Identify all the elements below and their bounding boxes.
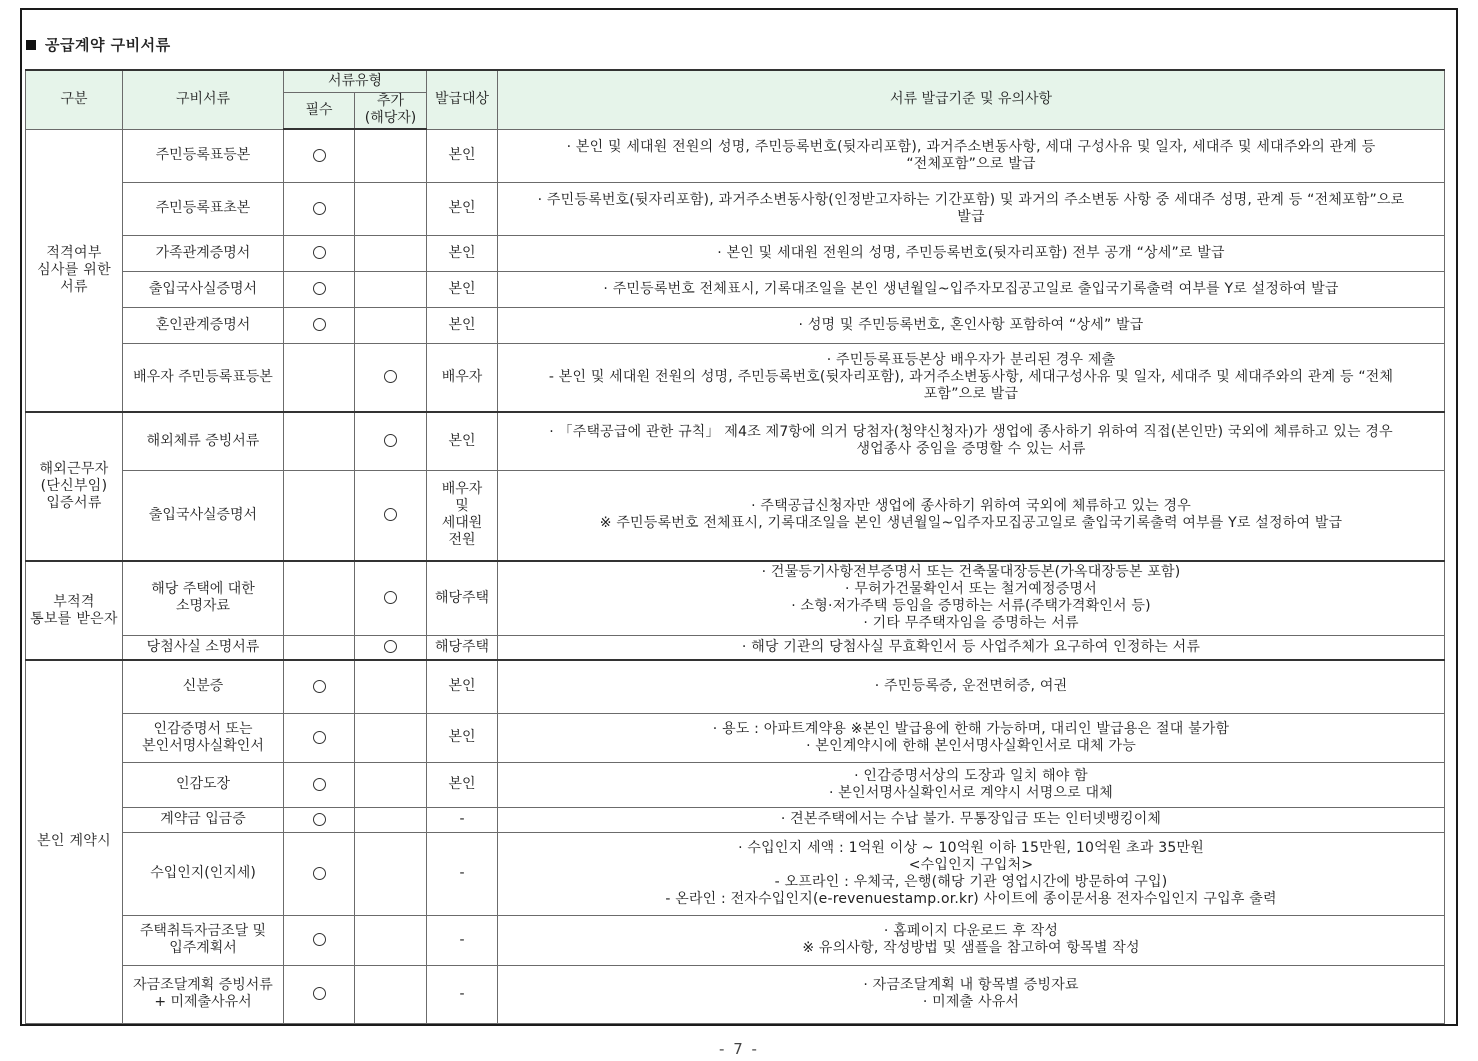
header-required: 필수 (284, 92, 355, 129)
header-criteria: 서류 발급기준 및 유의사항 (498, 70, 1445, 129)
criteria-line: · 미제출 사유서 (922, 994, 1020, 1010)
criteria-line: · 인감증명서상의 도장과 일치 해야 함 (854, 767, 1088, 784)
document-name-cell: 자금조달계획 증빙서류 + 미제출사유서 (123, 965, 284, 1023)
criteria-line: 생업종사 중임을 증명할 수 있는 서류 (856, 441, 1086, 458)
required-circle-icon (313, 282, 326, 295)
issue-target-cell: 본인 (427, 271, 498, 307)
document-name-cell: 계약금 입금증 (123, 807, 284, 832)
criteria-line: ※ 주민등록번호 전체표시, 기록대조일을 본인 생년월일~입주자모집공고일로 출입국기록출력 여부를 Y로 설정하여 발급 (599, 515, 1343, 532)
table-row (26, 470, 1445, 561)
document-name-cell: 수입인지(인지세) (123, 832, 284, 915)
criteria-cell (498, 129, 1445, 182)
criteria-line: · 본인 및 세대원 전원의 성명, 주민등록번호(뒷자리포함) 전부 공개 “상세”로 발급 (717, 244, 1225, 261)
criteria-line: - 온라인 : 전자수입인지(e-revenuestamp.or.kr) 사이트에 종이문서용 전자수입인지 구입후 출력 (665, 890, 1277, 907)
criteria-line: · 견본주택에서는 수납 불가. 무통장입금 또는 인터넷뱅킹이체 (780, 811, 1162, 827)
criteria-line: · 홈페이지 다운로드 후 작성 (883, 923, 1059, 939)
criteria-cell (498, 965, 1445, 1023)
issue-target-cell: 본인 (427, 235, 498, 271)
criteria-cell (498, 915, 1445, 965)
issue-target-cell: 본인 (427, 129, 498, 182)
criteria-cell (498, 807, 1445, 832)
required-circle-icon (313, 731, 326, 744)
table-row (26, 182, 1445, 235)
table-row (26, 635, 1445, 660)
issue-target-cell: 본인 (427, 307, 498, 343)
additional-circle-icon (384, 640, 397, 653)
required-circle-icon (313, 202, 326, 215)
criteria-line: · 용도 : 아파트계약용 ※본인 발급용에 한해 가능하며, 대리인 발급용은 절대 불가함 (712, 720, 1230, 737)
document-name-cell: 가족관계증명서 (123, 235, 284, 271)
additional-cell (355, 271, 427, 307)
additional-cell (355, 470, 427, 561)
issue-target-cell: 배우자 및 세대원 전원 (427, 470, 498, 561)
header-issue-target: 발급대상 (427, 70, 498, 129)
criteria-line: · 수입인지 세액 : 1억원 이상 ~ 10억원 이하 15만원, 10억원 초과 35만원 (738, 839, 1204, 856)
required-cell (284, 271, 355, 307)
category-cell: 적격여부 심사를 위한 서류 (26, 129, 123, 412)
document-name-cell: 배우자 주민등록표등본 (123, 343, 284, 412)
criteria-line: · 「주택공급에 관한 규칙」 제4조 제7항에 의거 당첨자(청약신청자)가 생업에 종사하기 위하여 직접(본인만) 국외에 체류하고 있는 경우 (549, 424, 1393, 441)
section-title-text: 공급계약 구비서류 (45, 36, 171, 54)
additional-cell (355, 915, 427, 965)
issue-target-cell: - (427, 965, 498, 1023)
required-circle-icon (313, 149, 326, 162)
required-circle-icon (313, 867, 326, 880)
additional-cell (355, 965, 427, 1023)
required-cell (284, 762, 355, 807)
criteria-line: · 기타 무주택자임을 증명하는 서류 (863, 615, 1079, 632)
criteria-cell (498, 635, 1445, 660)
table-row (26, 307, 1445, 343)
table-row (26, 915, 1445, 965)
required-cell (284, 412, 355, 470)
document-name-cell: 주민등록표등본 (123, 129, 284, 182)
additional-cell (355, 660, 427, 713)
additional-circle-icon (384, 508, 397, 521)
table-row (26, 713, 1445, 762)
required-cell (284, 713, 355, 762)
issue-target-cell: 본인 (427, 660, 498, 713)
additional-cell (355, 832, 427, 915)
table-header (26, 70, 1445, 129)
table-row (26, 807, 1445, 832)
section-title (26, 34, 171, 55)
required-cell (284, 182, 355, 235)
criteria-cell (498, 271, 1445, 307)
header-category: 구분 (26, 70, 123, 129)
required-cell (284, 307, 355, 343)
document-name-cell: 해당 주택에 대한 소명자료 (123, 561, 284, 635)
criteria-line: · 무허가건물확인서 또는 철거예정증명서 (845, 581, 1097, 598)
additional-circle-icon (384, 370, 397, 383)
additional-cell (355, 307, 427, 343)
document-name-cell: 인감증명서 또는 본인서명사실확인서 (123, 713, 284, 762)
table-row (26, 832, 1445, 915)
additional-cell (355, 343, 427, 412)
criteria-line: · 주택공급신청자만 생업에 종사하기 위하여 국외에 체류하고 있는 경우 (751, 498, 1191, 515)
required-cell (284, 561, 355, 635)
required-cell (284, 470, 355, 561)
criteria-cell (498, 307, 1445, 343)
criteria-cell (498, 832, 1445, 915)
table-row (26, 235, 1445, 271)
additional-circle-icon (384, 434, 397, 447)
table-row (26, 343, 1445, 412)
criteria-line: 포함”으로 발급 (923, 385, 1019, 402)
required-cell (284, 235, 355, 271)
additional-cell (355, 412, 427, 470)
criteria-cell (498, 713, 1445, 762)
document-name-cell: 혼인관계증명서 (123, 307, 284, 343)
table-body (26, 129, 1445, 1023)
required-circle-icon (313, 246, 326, 259)
document-name-cell: 신분증 (123, 660, 284, 713)
required-cell (284, 807, 355, 832)
additional-cell (355, 182, 427, 235)
criteria-cell (498, 343, 1445, 412)
additional-circle-icon (384, 591, 397, 604)
document-name-cell: 당첨사실 소명서류 (123, 635, 284, 660)
criteria-cell (498, 762, 1445, 807)
criteria-line: · 소형·저가주택 등임을 증명하는 서류(주택가격확인서 등) (791, 598, 1151, 615)
header-additional: 추가 (해당자) (355, 92, 427, 129)
document-name-cell: 인감도장 (123, 762, 284, 807)
additional-cell (355, 561, 427, 635)
required-circle-icon (313, 680, 326, 693)
category-cell: 부적격 통보를 받은자 (26, 561, 123, 660)
issue-target-cell: 해당주택 (427, 561, 498, 635)
criteria-cell (498, 182, 1445, 235)
issue-target-cell: 본인 (427, 182, 498, 235)
document-name-cell: 출입국사실증명서 (123, 470, 284, 561)
table-row (26, 412, 1445, 470)
issue-target-cell: 본인 (427, 713, 498, 762)
required-cell (284, 832, 355, 915)
criteria-line: · 본인 및 세대원 전원의 성명, 주민등록번호(뒷자리포함), 과거주소변동사항, 세대 구성사유 및 일자, 세대주 및 세대주와의 관계 등 (566, 138, 1376, 155)
required-cell (284, 129, 355, 182)
criteria-line: · 본인계약시에 한해 본인서명사실확인서로 대체 가능 (806, 737, 1136, 754)
criteria-cell (498, 470, 1445, 561)
document-name-cell: 출입국사실증명서 (123, 271, 284, 307)
page-number: - 7 - (719, 1040, 759, 1058)
criteria-line: “전체포함”으로 발급 (906, 155, 1036, 172)
criteria-line: - 본인 및 세대원 전원의 성명, 주민등록번호(뒷자리포함), 과거주소변동사항, 세대구성사유 및 일자, 세대주 및 세대주와의 관계 등 “전체 (548, 368, 1394, 385)
required-cell (284, 965, 355, 1023)
issue-target-cell: 본인 (427, 412, 498, 470)
criteria-line: · 본인서명사실확인서로 계약시 서명으로 대체 (829, 784, 1114, 801)
criteria-line: - 오프라인 : 우체국, 은행(해당 기관 영업시간에 방문하여 구입) (774, 873, 1168, 890)
required-circle-icon (313, 933, 326, 946)
table-row (26, 561, 1445, 635)
required-circle-icon (313, 318, 326, 331)
required-cell (284, 660, 355, 713)
required-cell (284, 915, 355, 965)
table-row (26, 271, 1445, 307)
criteria-line: ※ 유의사항, 작성방법 및 샘플을 참고하여 항목별 작성 (802, 940, 1140, 956)
criteria-cell (498, 561, 1445, 635)
criteria-line: · 자금조달계획 내 항목별 증빙자료 (863, 977, 1079, 993)
required-cell (284, 343, 355, 412)
criteria-cell (498, 412, 1445, 470)
required-circle-icon (313, 813, 326, 826)
table-row (26, 965, 1445, 1023)
header-document: 구비서류 (123, 70, 284, 129)
criteria-line: · 주민등록번호(뒷자리포함), 과거주소변동사항(인정받고자하는 기간포함) 및 과거의 주소변동 사항 중 세대주 성명, 관계 등 “전체포함”으로 (537, 191, 1405, 208)
issue-target-cell: - (427, 807, 498, 832)
issue-target-cell: - (427, 915, 498, 965)
table-row (26, 129, 1445, 182)
additional-cell (355, 635, 427, 660)
header-doc-type: 서류유형 (284, 70, 427, 92)
document-name-cell: 주택취득자금조달 및 입주계획서 (123, 915, 284, 965)
criteria-line: · 주민등록증, 운전면허증, 여권 (874, 678, 1068, 695)
additional-cell (355, 235, 427, 271)
document-name-cell: 주민등록표초본 (123, 182, 284, 235)
criteria-line: · 건물등기사항전부증명서 또는 건축물대장등본(가옥대장등본 포함) (761, 564, 1181, 581)
table-row (26, 762, 1445, 807)
issue-target-cell: 해당주택 (427, 635, 498, 660)
additional-cell (355, 129, 427, 182)
additional-cell (355, 762, 427, 807)
required-circle-icon (313, 987, 326, 1000)
square-bullet-icon (26, 40, 36, 50)
criteria-line: · 해당 기관의 당첨사실 무효확인서 등 사업주체가 요구하여 인정하는 서류 (741, 638, 1201, 655)
criteria-line: <수입인지 구입처> (908, 856, 1034, 873)
category-cell: 해외근무자 (단신부임) 입증서류 (26, 412, 123, 561)
issue-target-cell: - (427, 832, 498, 915)
criteria-cell (498, 660, 1445, 713)
table-row (26, 660, 1445, 713)
category-cell: 본인 계약시 (26, 660, 123, 1023)
criteria-line: · 주민등록번호 전체표시, 기록대조일을 본인 생년월일~입주자모집공고일로 출입국기록출력 여부를 Y로 설정하여 발급 (603, 280, 1339, 297)
required-cell (284, 635, 355, 660)
required-circle-icon (313, 778, 326, 791)
issue-target-cell: 배우자 (427, 343, 498, 412)
document-name-cell: 해외체류 증빙서류 (123, 412, 284, 470)
additional-cell (355, 807, 427, 832)
issue-target-cell: 본인 (427, 762, 498, 807)
criteria-line: · 주민등록표등본상 배우자가 분리된 경우 제출 (826, 351, 1116, 368)
criteria-line: 발급 (957, 208, 985, 225)
additional-cell (355, 713, 427, 762)
criteria-line: · 성명 및 주민등록번호, 혼인사항 포함하여 “상세” 발급 (798, 316, 1144, 333)
criteria-cell (498, 235, 1445, 271)
documents-table (25, 69, 1445, 1024)
